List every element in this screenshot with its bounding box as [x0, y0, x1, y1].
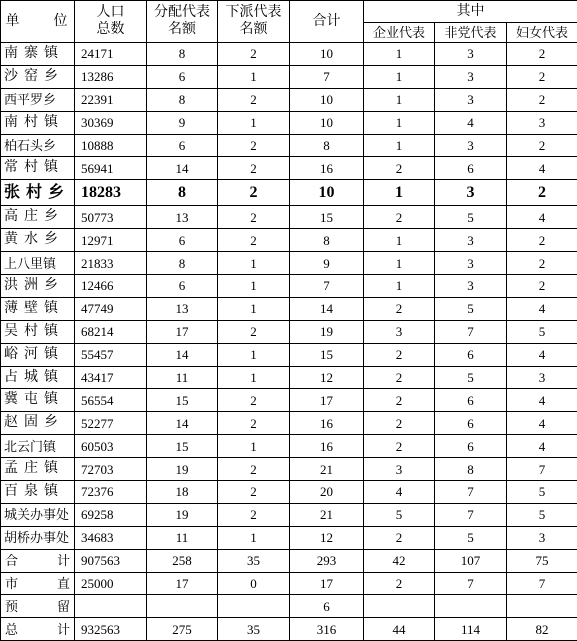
cell-pop: 68214	[75, 320, 147, 343]
cell-nonparty: 3	[435, 180, 507, 206]
summary-cell-pop: 25000	[75, 572, 147, 595]
cell-ent: 1	[364, 88, 435, 111]
summary-cell-ent: 2	[364, 572, 435, 595]
row-unit-name: 峪河镇	[1, 343, 75, 366]
table-row	[1, 526, 577, 549]
cell-women: 4	[507, 206, 577, 229]
cell-assign: 2	[218, 43, 290, 66]
cell-alloc: 8	[147, 252, 218, 275]
row-unit-name: 南村镇	[1, 111, 75, 134]
table-row	[1, 65, 577, 88]
summary-cell-alloc: 275	[147, 618, 218, 641]
summary-row	[1, 572, 577, 595]
table-row	[1, 389, 577, 412]
cell-nonparty: 3	[435, 252, 507, 275]
cell-total: 21	[290, 503, 364, 526]
cell-total: 12	[290, 366, 364, 389]
cell-ent: 2	[364, 389, 435, 412]
summary-cell-women	[507, 595, 577, 618]
row-unit-name: 百泉镇	[1, 481, 75, 504]
header-women: 妇女代表	[507, 23, 577, 43]
cell-assign: 1	[218, 65, 290, 88]
cell-women: 2	[507, 275, 577, 298]
cell-alloc: 18	[147, 481, 218, 504]
cell-total: 14	[290, 297, 364, 320]
cell-women: 4	[507, 343, 577, 366]
summary-cell-total: 293	[290, 549, 364, 572]
summary-cell-alloc: 258	[147, 549, 218, 572]
summary-cell-women: 7	[507, 572, 577, 595]
row-unit-name: 柏石头乡	[1, 134, 75, 157]
cell-assign: 1	[218, 297, 290, 320]
summary-label: 预留	[1, 595, 75, 618]
cell-assign: 2	[218, 320, 290, 343]
summary-label: 市直	[1, 572, 75, 595]
table-row	[1, 366, 577, 389]
cell-pop: 10888	[75, 134, 147, 157]
cell-women: 2	[507, 43, 577, 66]
cell-women: 2	[507, 180, 577, 206]
cell-women: 4	[507, 297, 577, 320]
header-unit: 单 位	[1, 1, 75, 43]
cell-assign: 2	[218, 481, 290, 504]
cell-pop: 47749	[75, 297, 147, 320]
header-nonparty: 非党代表	[435, 23, 507, 43]
cell-assign: 2	[218, 229, 290, 252]
cell-nonparty: 3	[435, 134, 507, 157]
cell-total: 20	[290, 481, 364, 504]
row-unit-name: 黄水乡	[1, 229, 75, 252]
cell-ent: 3	[364, 320, 435, 343]
cell-ent: 4	[364, 481, 435, 504]
cell-ent: 1	[364, 134, 435, 157]
cell-alloc: 6	[147, 275, 218, 298]
cell-assign: 2	[218, 503, 290, 526]
header-assigned	[218, 1, 290, 43]
cell-assign: 2	[218, 88, 290, 111]
summary-cell-assign: 0	[218, 572, 290, 595]
cell-total: 10	[290, 111, 364, 134]
summary-cell-total: 6	[290, 595, 364, 618]
cell-pop: 13286	[75, 65, 147, 88]
cell-nonparty: 7	[435, 503, 507, 526]
cell-nonparty: 6	[435, 435, 507, 458]
cell-pop: 72376	[75, 481, 147, 504]
cell-assign: 1	[218, 343, 290, 366]
cell-nonparty: 7	[435, 320, 507, 343]
cell-nonparty: 3	[435, 275, 507, 298]
row-unit-name: 西平罗乡	[1, 88, 75, 111]
cell-total: 10	[290, 180, 364, 206]
table-row	[1, 481, 577, 504]
summary-cell-ent	[364, 595, 435, 618]
cell-ent: 1	[364, 252, 435, 275]
table-row	[1, 412, 577, 435]
summary-cell-women: 82	[507, 618, 577, 641]
cell-pop: 50773	[75, 206, 147, 229]
summary-cell-nonparty: 107	[435, 549, 507, 572]
cell-women: 2	[507, 252, 577, 275]
summary-cell-nonparty: 7	[435, 572, 507, 595]
header-allocated-line1: 分配代表	[147, 5, 217, 21]
cell-alloc: 14	[147, 157, 218, 180]
cell-ent: 2	[364, 343, 435, 366]
cell-women: 2	[507, 88, 577, 111]
cell-ent: 1	[364, 275, 435, 298]
cell-women: 3	[507, 526, 577, 549]
cell-pop: 18283	[75, 180, 147, 206]
cell-ent: 2	[364, 206, 435, 229]
summary-cell-assign: 35	[218, 549, 290, 572]
cell-alloc: 19	[147, 503, 218, 526]
header-population-line1: 人口	[75, 5, 146, 21]
header-population	[75, 1, 147, 43]
cell-women: 3	[507, 366, 577, 389]
cell-women: 5	[507, 320, 577, 343]
cell-nonparty: 6	[435, 157, 507, 180]
cell-pop: 12971	[75, 229, 147, 252]
cell-total: 9	[290, 252, 364, 275]
summary-row	[1, 595, 577, 618]
cell-women: 4	[507, 389, 577, 412]
cell-total: 21	[290, 458, 364, 481]
cell-total: 15	[290, 206, 364, 229]
cell-pop: 52277	[75, 412, 147, 435]
cell-total: 16	[290, 157, 364, 180]
cell-ent: 1	[364, 229, 435, 252]
row-unit-name: 洪洲乡	[1, 275, 75, 298]
row-unit-name: 常村镇	[1, 157, 75, 180]
cell-assign: 2	[218, 458, 290, 481]
row-unit-name: 占城镇	[1, 366, 75, 389]
table-row	[1, 320, 577, 343]
cell-alloc: 6	[147, 134, 218, 157]
cell-nonparty: 5	[435, 526, 507, 549]
cell-nonparty: 3	[435, 229, 507, 252]
cell-ent: 1	[364, 111, 435, 134]
cell-pop: 72703	[75, 458, 147, 481]
cell-alloc: 8	[147, 88, 218, 111]
cell-total: 16	[290, 412, 364, 435]
summary-cell-nonparty: 114	[435, 618, 507, 641]
header-among: 其中	[364, 1, 577, 23]
cell-alloc: 9	[147, 111, 218, 134]
table-row	[1, 88, 577, 111]
cell-ent: 2	[364, 366, 435, 389]
cell-ent: 5	[364, 503, 435, 526]
table-row	[1, 206, 577, 229]
table-row	[1, 458, 577, 481]
cell-total: 17	[290, 389, 364, 412]
cell-assign: 1	[218, 275, 290, 298]
cell-women: 3	[507, 111, 577, 134]
summary-cell-ent: 42	[364, 549, 435, 572]
row-unit-name: 赵固乡	[1, 412, 75, 435]
cell-assign: 2	[218, 412, 290, 435]
table-row	[1, 503, 577, 526]
cell-alloc: 17	[147, 320, 218, 343]
row-unit-name: 南寨镇	[1, 43, 75, 66]
summary-label: 合计	[1, 549, 75, 572]
row-unit-name: 上八里镇	[1, 252, 75, 275]
cell-pop: 60503	[75, 435, 147, 458]
summary-cell-total: 17	[290, 572, 364, 595]
row-unit-name: 薄壁镇	[1, 297, 75, 320]
cell-nonparty: 7	[435, 481, 507, 504]
cell-women: 5	[507, 503, 577, 526]
cell-alloc: 6	[147, 229, 218, 252]
table-row	[1, 343, 577, 366]
cell-nonparty: 3	[435, 88, 507, 111]
row-unit-name: 孟庄镇	[1, 458, 75, 481]
table-body	[1, 43, 577, 641]
cell-total: 10	[290, 88, 364, 111]
cell-pop: 69258	[75, 503, 147, 526]
cell-alloc: 19	[147, 458, 218, 481]
cell-women: 5	[507, 481, 577, 504]
summary-cell-pop: 932563	[75, 618, 147, 641]
cell-total: 12	[290, 526, 364, 549]
row-unit-name: 胡桥办事处	[1, 526, 75, 549]
cell-alloc: 13	[147, 297, 218, 320]
row-unit-name: 沙窑乡	[1, 65, 75, 88]
cell-ent: 2	[364, 412, 435, 435]
cell-alloc: 15	[147, 389, 218, 412]
header-assigned-line1: 下派代表	[218, 5, 289, 21]
row-unit-name: 城关办事处	[1, 503, 75, 526]
cell-pop: 30369	[75, 111, 147, 134]
cell-ent: 1	[364, 180, 435, 206]
cell-pop: 24171	[75, 43, 147, 66]
cell-assign: 1	[218, 526, 290, 549]
cell-assign: 1	[218, 366, 290, 389]
row-unit-name: 张村乡	[1, 180, 75, 206]
cell-alloc: 8	[147, 43, 218, 66]
cell-ent: 1	[364, 43, 435, 66]
header-allocated-line2: 名额	[147, 22, 217, 38]
cell-nonparty: 5	[435, 366, 507, 389]
summary-row	[1, 618, 577, 641]
summary-cell-women: 75	[507, 549, 577, 572]
cell-pop: 22391	[75, 88, 147, 111]
cell-nonparty: 6	[435, 343, 507, 366]
cell-alloc: 6	[147, 65, 218, 88]
cell-nonparty: 5	[435, 206, 507, 229]
cell-nonparty: 4	[435, 111, 507, 134]
cell-total: 15	[290, 343, 364, 366]
cell-ent: 2	[364, 435, 435, 458]
cell-nonparty: 5	[435, 297, 507, 320]
table-row	[1, 180, 577, 206]
cell-nonparty: 3	[435, 43, 507, 66]
cell-assign: 2	[218, 206, 290, 229]
cell-total: 7	[290, 65, 364, 88]
cell-alloc: 8	[147, 180, 218, 206]
header-assigned-line2: 名额	[218, 22, 289, 38]
summary-cell-alloc	[147, 595, 218, 618]
cell-nonparty: 3	[435, 65, 507, 88]
row-unit-name: 北云门镇	[1, 435, 75, 458]
header-allocated	[147, 1, 218, 43]
summary-cell-pop	[75, 595, 147, 618]
cell-total: 16	[290, 435, 364, 458]
cell-pop: 21833	[75, 252, 147, 275]
table-row	[1, 43, 577, 66]
cell-alloc: 14	[147, 343, 218, 366]
cell-alloc: 14	[147, 412, 218, 435]
cell-alloc: 13	[147, 206, 218, 229]
summary-row	[1, 549, 577, 572]
table-row	[1, 297, 577, 320]
cell-alloc: 11	[147, 526, 218, 549]
cell-ent: 2	[364, 526, 435, 549]
cell-ent: 2	[364, 157, 435, 180]
cell-women: 4	[507, 412, 577, 435]
cell-women: 4	[507, 157, 577, 180]
summary-cell-assign: 35	[218, 618, 290, 641]
header-population-line2: 总数	[75, 22, 146, 38]
row-unit-name: 冀屯镇	[1, 389, 75, 412]
table-row	[1, 275, 577, 298]
table-row	[1, 111, 577, 134]
cell-assign: 1	[218, 252, 290, 275]
cell-alloc: 11	[147, 366, 218, 389]
cell-pop: 56554	[75, 389, 147, 412]
cell-women: 2	[507, 134, 577, 157]
summary-cell-nonparty	[435, 595, 507, 618]
table-row	[1, 229, 577, 252]
cell-assign: 2	[218, 157, 290, 180]
cell-pop: 55457	[75, 343, 147, 366]
cell-total: 7	[290, 275, 364, 298]
cell-ent: 3	[364, 458, 435, 481]
summary-cell-pop: 907563	[75, 549, 147, 572]
cell-women: 2	[507, 65, 577, 88]
table-row	[1, 157, 577, 180]
summary-cell-total: 316	[290, 618, 364, 641]
cell-nonparty: 6	[435, 412, 507, 435]
cell-pop: 34683	[75, 526, 147, 549]
cell-total: 8	[290, 134, 364, 157]
cell-pop: 56941	[75, 157, 147, 180]
cell-total: 8	[290, 229, 364, 252]
cell-assign: 2	[218, 134, 290, 157]
cell-ent: 2	[364, 297, 435, 320]
table-row	[1, 134, 577, 157]
cell-women: 2	[507, 229, 577, 252]
summary-cell-assign	[218, 595, 290, 618]
cell-total: 10	[290, 43, 364, 66]
table-row	[1, 252, 577, 275]
cell-pop: 12466	[75, 275, 147, 298]
cell-assign: 1	[218, 111, 290, 134]
row-unit-name: 高庄乡	[1, 206, 75, 229]
cell-assign: 2	[218, 180, 290, 206]
cell-nonparty: 8	[435, 458, 507, 481]
cell-ent: 1	[364, 65, 435, 88]
header-enterprise: 企业代表	[364, 23, 435, 43]
summary-cell-alloc: 17	[147, 572, 218, 595]
cell-assign: 1	[218, 435, 290, 458]
cell-alloc: 15	[147, 435, 218, 458]
summary-label: 总计	[1, 618, 75, 641]
row-unit-name: 吴村镇	[1, 320, 75, 343]
cell-women: 7	[507, 458, 577, 481]
header-total: 合计	[290, 1, 364, 43]
cell-total: 19	[290, 320, 364, 343]
table-row	[1, 435, 577, 458]
summary-cell-ent: 44	[364, 618, 435, 641]
cell-nonparty: 6	[435, 389, 507, 412]
cell-pop: 43417	[75, 366, 147, 389]
cell-women: 4	[507, 435, 577, 458]
cell-assign: 2	[218, 389, 290, 412]
